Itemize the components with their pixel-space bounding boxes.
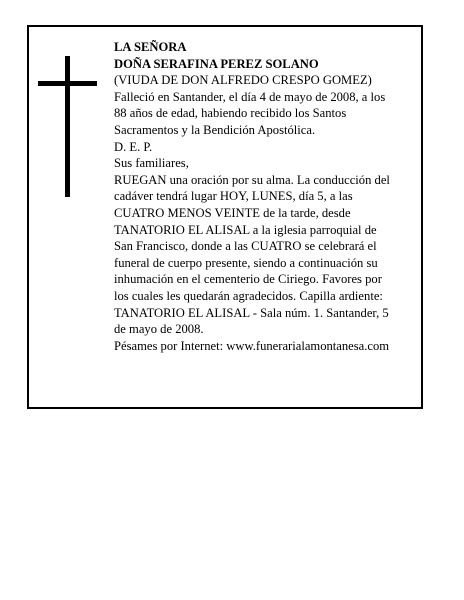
notice-line: Falleció en Santander, el día 4 de mayo de 2008, a los	[114, 89, 386, 104]
notice-line: cadáver tendrá lugar HOY, LUNES, día 5, a las	[114, 189, 353, 204]
notice-heading-title: LA SEÑORA	[114, 40, 187, 54]
notice-line-website: Pésames por Internet: www.funerarialamontanesa.com	[114, 338, 390, 353]
notice-line: de mayo de 2008.	[114, 322, 204, 337]
notice-line: (VIUDA DE DON ALFREDO CRESPO GOMEZ)	[114, 73, 372, 88]
notice-line: Sus familiares,	[114, 156, 189, 171]
notice-line: D. E. P.	[114, 139, 153, 154]
obituary-text	[114, 39, 419, 354]
notice-line: RUEGAN una oración por su alma. La conducción del	[114, 172, 390, 187]
notice-line: TANATORIO EL ALISAL a la iglesia parroquial de	[114, 222, 377, 237]
notice-line: los cuales les quedarán agradecidos. Capilla ardiente:	[114, 288, 383, 303]
cross-icon-vertical-bar	[65, 56, 70, 197]
notice-line: inhumación en el cementerio de Ciriego. Favores por	[114, 272, 382, 287]
deceased-name: DOÑA SERAFINA PEREZ SOLANO	[114, 56, 319, 71]
notice-line: CUATRO MENOS VEINTE de la tarde, desde	[114, 205, 351, 220]
notice-line: funeral de cuerpo presente, siendo a continuación su	[114, 255, 378, 270]
cross-icon-horizontal-bar	[38, 81, 97, 86]
notice-line: TANATORIO EL ALISAL - Sala núm. 1. Santander, 5	[114, 305, 389, 320]
notice-line: 88 años de edad, habiendo recibido los Santos	[114, 106, 347, 121]
notice-line: Sacramentos y la Bendición Apostólica.	[114, 122, 316, 137]
notice-line: San Francisco, donde a las CUATRO se celebrará el	[114, 239, 377, 254]
